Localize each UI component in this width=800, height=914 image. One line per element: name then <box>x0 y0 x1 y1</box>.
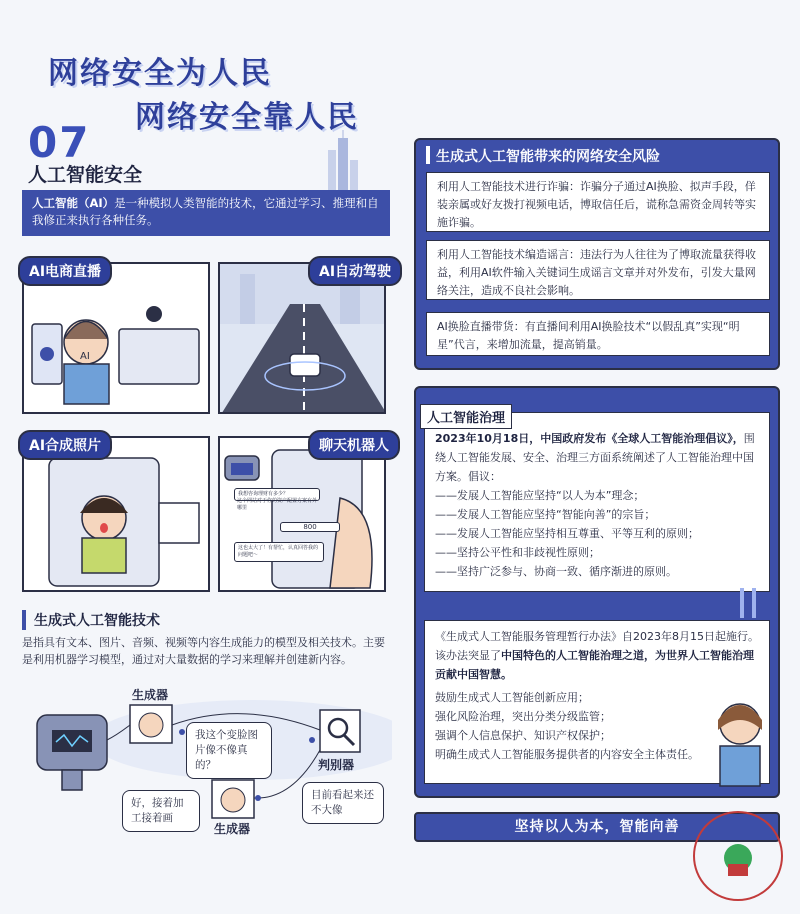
tag-photo: AI合成照片 <box>18 430 112 460</box>
chat-message-2: 这个网站对于你的资产配置方案有外哪里 <box>237 498 318 511</box>
gov-point-3: ——发展人工智能应坚持相互尊重、平等互利的原则； <box>435 527 699 540</box>
genai-title: 生成式人工智能技术 <box>22 610 160 630</box>
live-stream-illustration <box>24 264 210 414</box>
governance-title: 人工智能治理 <box>420 404 512 429</box>
law-point-1: 鼓励生成式人工智能创新应用； <box>435 691 589 704</box>
chatbot-phone-illustration <box>220 438 386 592</box>
tag-live: AI电商直播 <box>18 256 112 286</box>
genai-description: 是指具有文本、图片、音频、视频等内容生成能力的模型及相关技术。主要是利用机器学习模型，通过对大量数据的学习来理解并创建新内容。 <box>22 636 385 666</box>
girl-illustration <box>704 690 776 790</box>
chat-message-1: 我想咨询理财有多少？ <box>234 488 320 501</box>
chat-message-3: 800 <box>280 522 340 532</box>
law-para: 《生成式人工智能服务管理暂行办法》自2023年8月15日起施行。该办法突显了 <box>435 630 759 662</box>
synthetic-photo-illustration <box>24 438 210 592</box>
gov-para-rest: 围绕人工智能发展、安全、治理三方面系统阐述了人工智能治理中国方案。倡议： <box>435 432 755 483</box>
gov-point-2: ——发展人工智能应坚持“智能向善”的宗旨； <box>435 508 656 521</box>
section-number: 07 <box>28 118 91 167</box>
law-para-bold: 中国特色的人工智能治理之道，为世界人工智能治理贡献中国智慧。 <box>435 649 754 681</box>
governance-card <box>424 412 770 592</box>
intro-bold: 人工智能（AI） <box>32 196 115 210</box>
law-point-2: 强化风险治理，突出分类分级监管； <box>435 710 611 723</box>
organization-seal-logo <box>688 806 788 906</box>
risk-title: 生成式人工智能带来的网络安全风险 <box>436 149 660 165</box>
gov-point-4: ——坚持公平性和非歧视性原则； <box>435 546 600 559</box>
law-point-3: 强调个人信息保护、知识产权保护； <box>435 729 611 742</box>
gov-para-prefix: 2023年10月18日，中国政府发布《全球人工智能治理倡议》， <box>435 432 744 445</box>
headline-line1: 网络安全为人民 <box>48 56 272 91</box>
risk-title-bar <box>426 146 430 164</box>
risk-item-1: 利用人工智能技术进行诈骗：诈骗分子通过AI换脸、拟声手段，佯装亲属或好友拨打视频电话，博取信任后，谎称急需资金周转等实施诈骗。 <box>426 172 770 232</box>
ai-intro <box>22 190 390 236</box>
law-point-4: 明确生成式人工智能服务提供者的内容安全主体责任。 <box>435 748 699 761</box>
risk-item-2: 利用人工智能技术编造谣言：违法行为人往往为了博取流量获得收益，利用AI软件输入关键词生成谣言文章并对外发布，引发大量网络关注，造成不良社会影响。 <box>426 240 770 300</box>
bubble-not-alike: 目前看起来还不大像 <box>302 782 384 824</box>
bubble-keep-going: 好，接着加工接着画 <box>122 790 200 832</box>
binder-clip-icon <box>740 588 756 618</box>
gov-point-5: ——坚持广泛参与、协商一致、循序渐进的原则。 <box>435 565 677 578</box>
chat-message-4: 这也太大了！有帮忙，认真回答我的问题吧～ <box>234 542 324 562</box>
bubble-question: 我这个变脸图片像不像真的？ <box>186 722 272 779</box>
tag-chatbot: 聊天机器人 <box>308 430 400 460</box>
self-driving-illustration <box>220 264 386 414</box>
label-generator-top: 生成器 <box>132 688 169 702</box>
label-generator-bottom: 生成器 <box>214 822 251 836</box>
risk-item-3: AI换脸直播带货：有直播间利用AI换脸技术“以假乱真”实现“明星”代言，来增加流量，提高销量。 <box>426 312 770 356</box>
svg-text:AI: AI <box>80 351 90 362</box>
footer-slogan: 坚持以人为本，智能向善 <box>414 812 780 842</box>
label-discriminator: 判别器 <box>318 758 355 772</box>
headline-line2: 网络安全靠人民 <box>135 100 359 135</box>
gov-point-1: ——发展人工智能应坚持“以人为本”理念； <box>435 489 645 502</box>
tag-drive: AI自动驾驶 <box>308 256 402 286</box>
intro-rest: 是一种模拟人类智能的技术，它通过学习、推理和自我修正来执行各种任务。 <box>32 196 379 227</box>
section-title: 人工智能安全 <box>28 164 143 186</box>
